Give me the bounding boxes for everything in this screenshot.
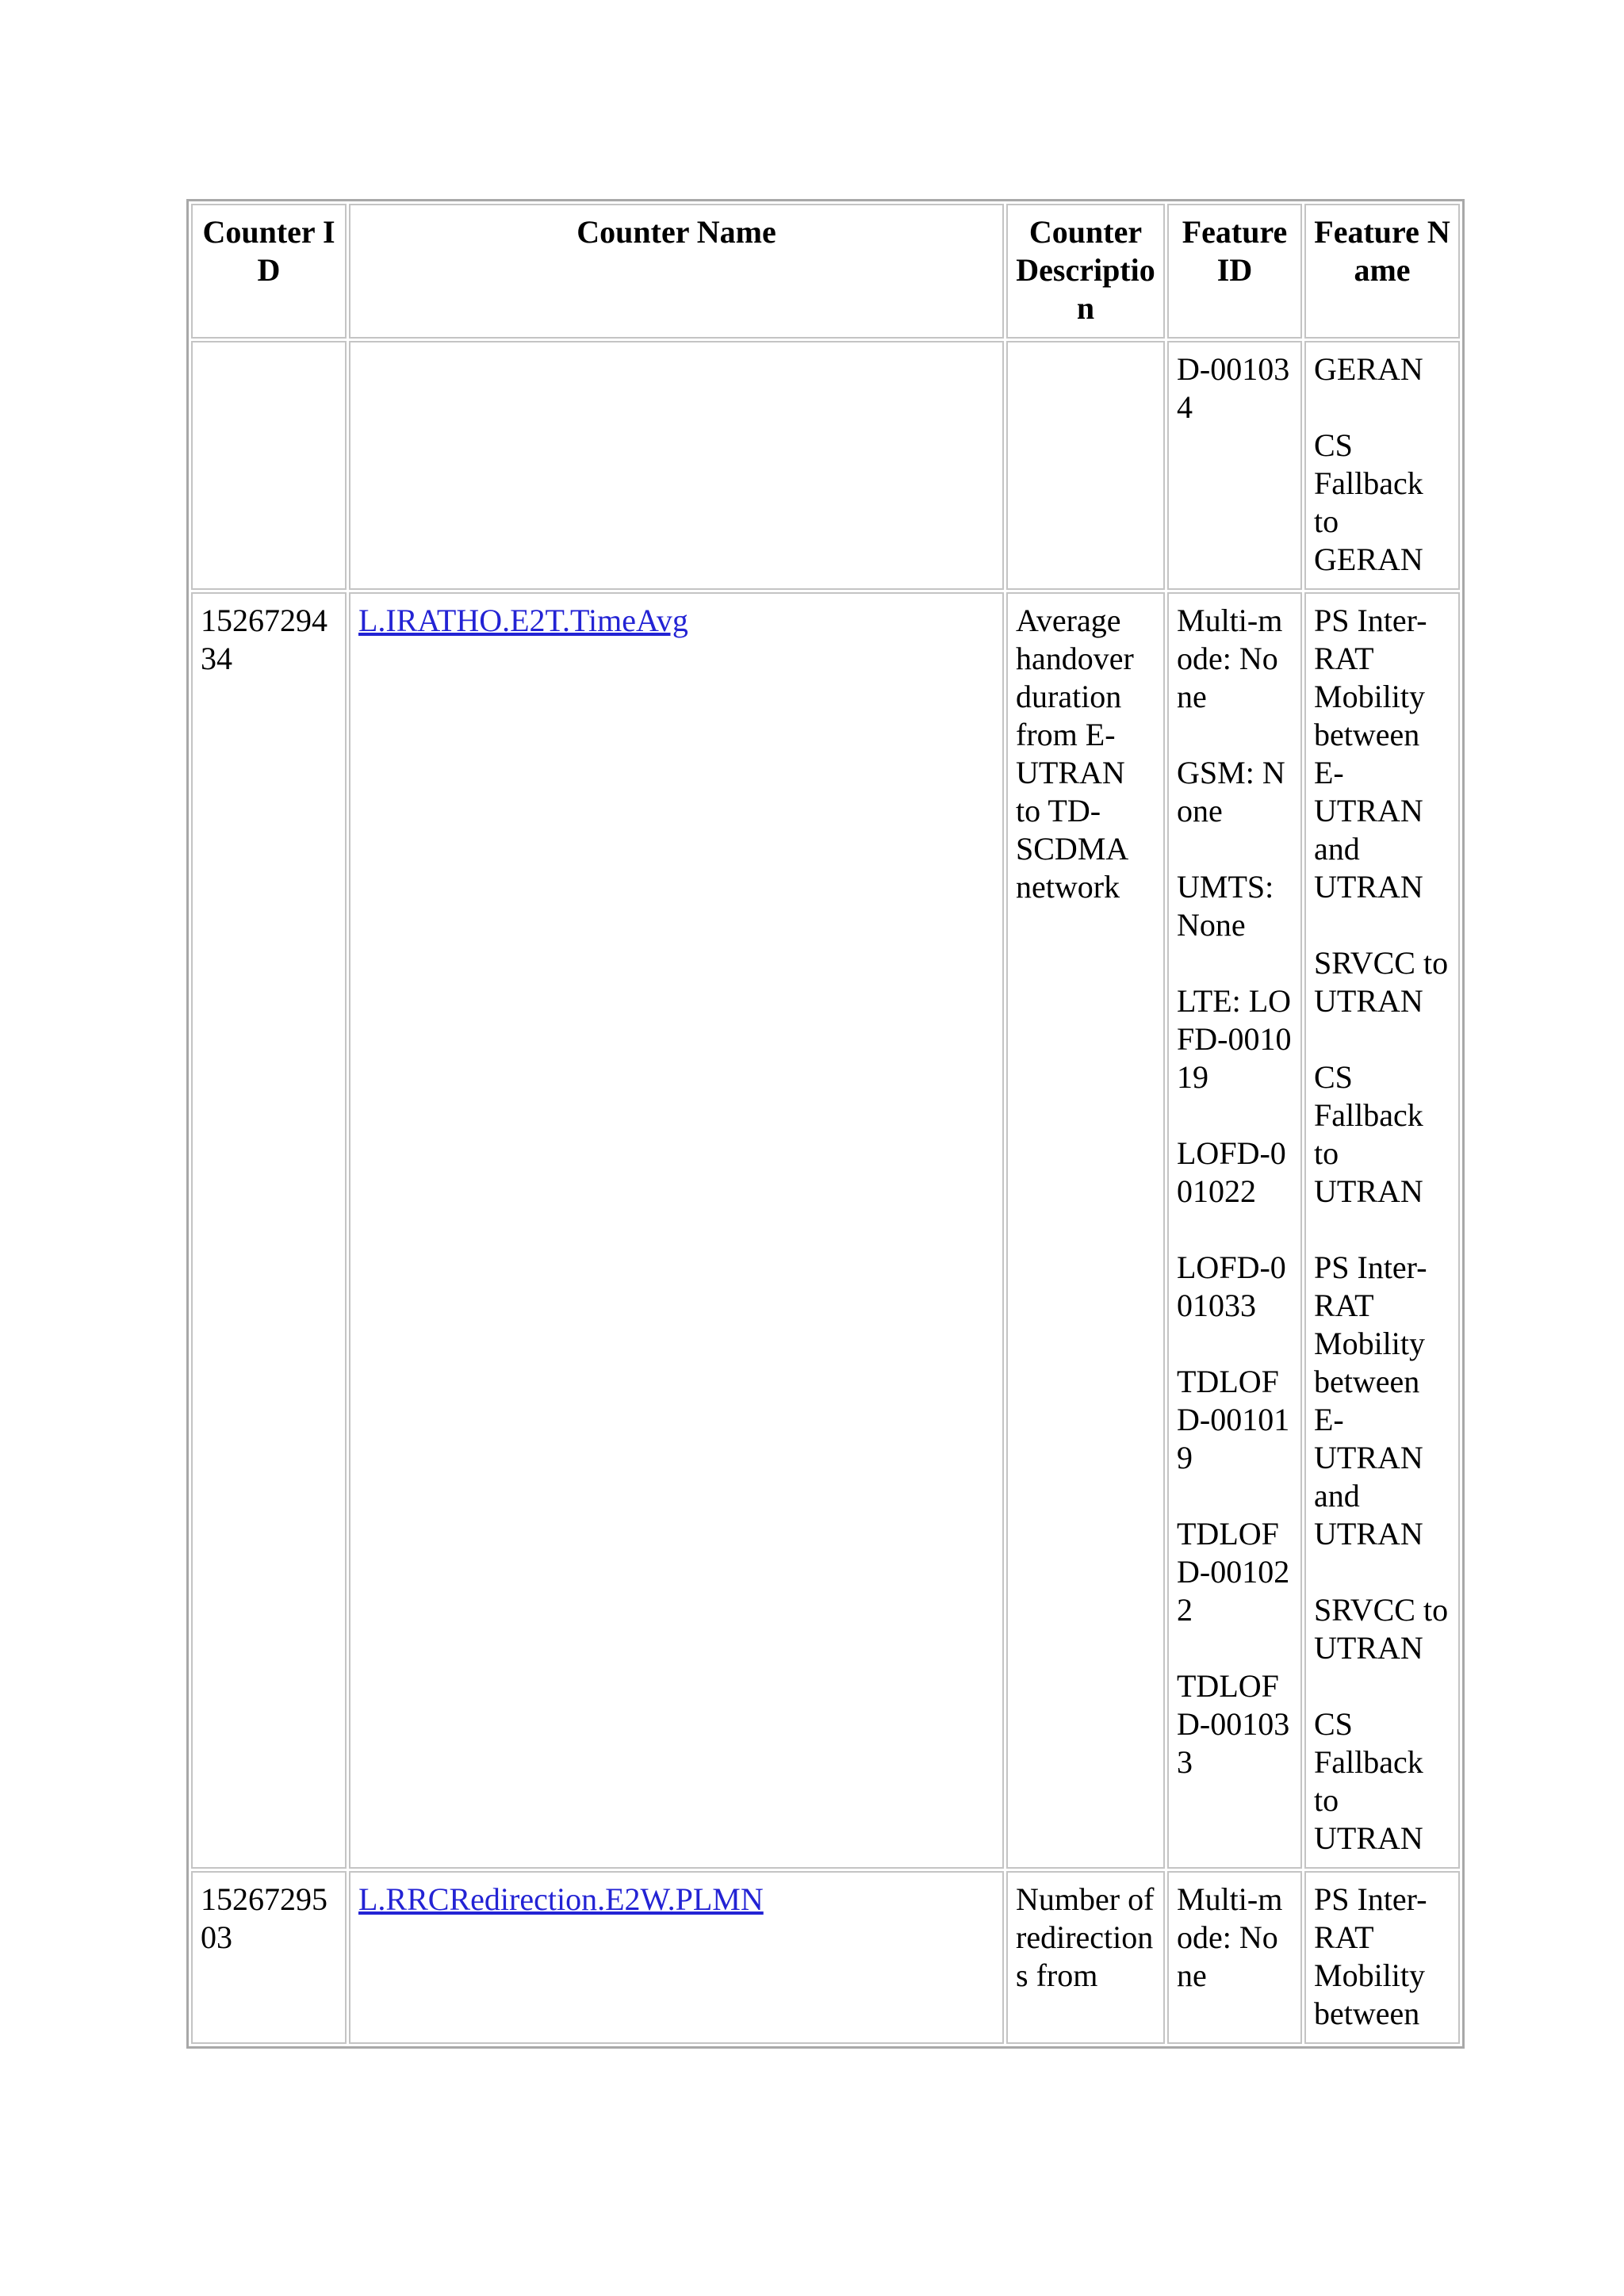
counter-name-link[interactable]: L.RRCRedirection.E2W.PLMN [358, 1881, 764, 1917]
cell-feature-name [1304, 1871, 1460, 2044]
feature-name-item: CS Fallback to UTRAN [1314, 1706, 1423, 1856]
cell-counter-id: 1526729503 [191, 1871, 347, 2044]
feature-id-item: TDLOFD-001033 [1177, 1668, 1290, 1780]
cell-counter-name [349, 341, 1004, 590]
header-feature-id: Feature ID [1167, 204, 1302, 339]
cell-feature-name [1304, 592, 1460, 1869]
feature-id-item: D-001034 [1177, 351, 1290, 425]
feature-id-item: Multi-mode: None [1177, 603, 1283, 714]
cell-feature-id [1167, 592, 1302, 1869]
cell-counter-name [349, 1871, 1004, 2044]
table-row [191, 592, 1460, 1869]
feature-name-item: PS Inter-RAT Mobility between E-UTRAN and UTRAN [1314, 603, 1427, 905]
feature-id-item: LTE: LOFD-001019 [1177, 983, 1292, 1095]
feature-id-item: UMTS: None [1177, 869, 1274, 943]
cell-feature-id [1167, 341, 1302, 590]
header-row [191, 204, 1460, 339]
feature-name-item: SRVCC to UTRAN [1314, 1592, 1449, 1666]
feature-id-item: TDLOFD-001022 [1177, 1516, 1290, 1628]
feature-name-item: PS Inter-RAT Mobility between [1314, 1881, 1427, 2031]
feature-name-item: GERAN [1314, 351, 1423, 387]
feature-name-item: PS Inter-RAT Mobility between E-UTRAN and UTRAN [1314, 1249, 1427, 1552]
feature-id-item: LOFD-001022 [1177, 1135, 1286, 1209]
header-counter-description: Counter Description [1006, 204, 1165, 339]
cell-counter-id [191, 341, 347, 590]
header-feature-name: Feature Name [1304, 204, 1460, 339]
cell-feature-id [1167, 1871, 1302, 2044]
feature-name-item: SRVCC to UTRAN [1314, 945, 1449, 1019]
counter-name-link[interactable]: L.IRATHO.E2T.TimeAvg [358, 603, 688, 638]
cell-counter-description: Average handover duration from E-UTRAN to TD-SCDMA network [1006, 592, 1165, 1869]
header-counter-id: Counter ID [191, 204, 347, 339]
feature-id-item: LOFD-001033 [1177, 1249, 1286, 1323]
cell-counter-name [349, 592, 1004, 1869]
table-row [191, 341, 1460, 590]
feature-id-item: GSM: None [1177, 755, 1285, 828]
feature-name-item: CS Fallback to GERAN [1314, 427, 1423, 577]
counter-table [186, 199, 1465, 2049]
table-row [191, 1871, 1460, 2044]
feature-id-item: TDLOFD-001019 [1177, 1364, 1290, 1475]
cell-counter-description [1006, 341, 1165, 590]
header-counter-name: Counter Name [349, 204, 1004, 339]
cell-counter-description: Number of redirections from [1006, 1871, 1165, 2044]
cell-counter-id: 1526729434 [191, 592, 347, 1869]
cell-feature-name [1304, 341, 1460, 590]
feature-name-item: CS Fallback to UTRAN [1314, 1059, 1423, 1209]
feature-id-item: Multi-mode: None [1177, 1881, 1283, 1993]
